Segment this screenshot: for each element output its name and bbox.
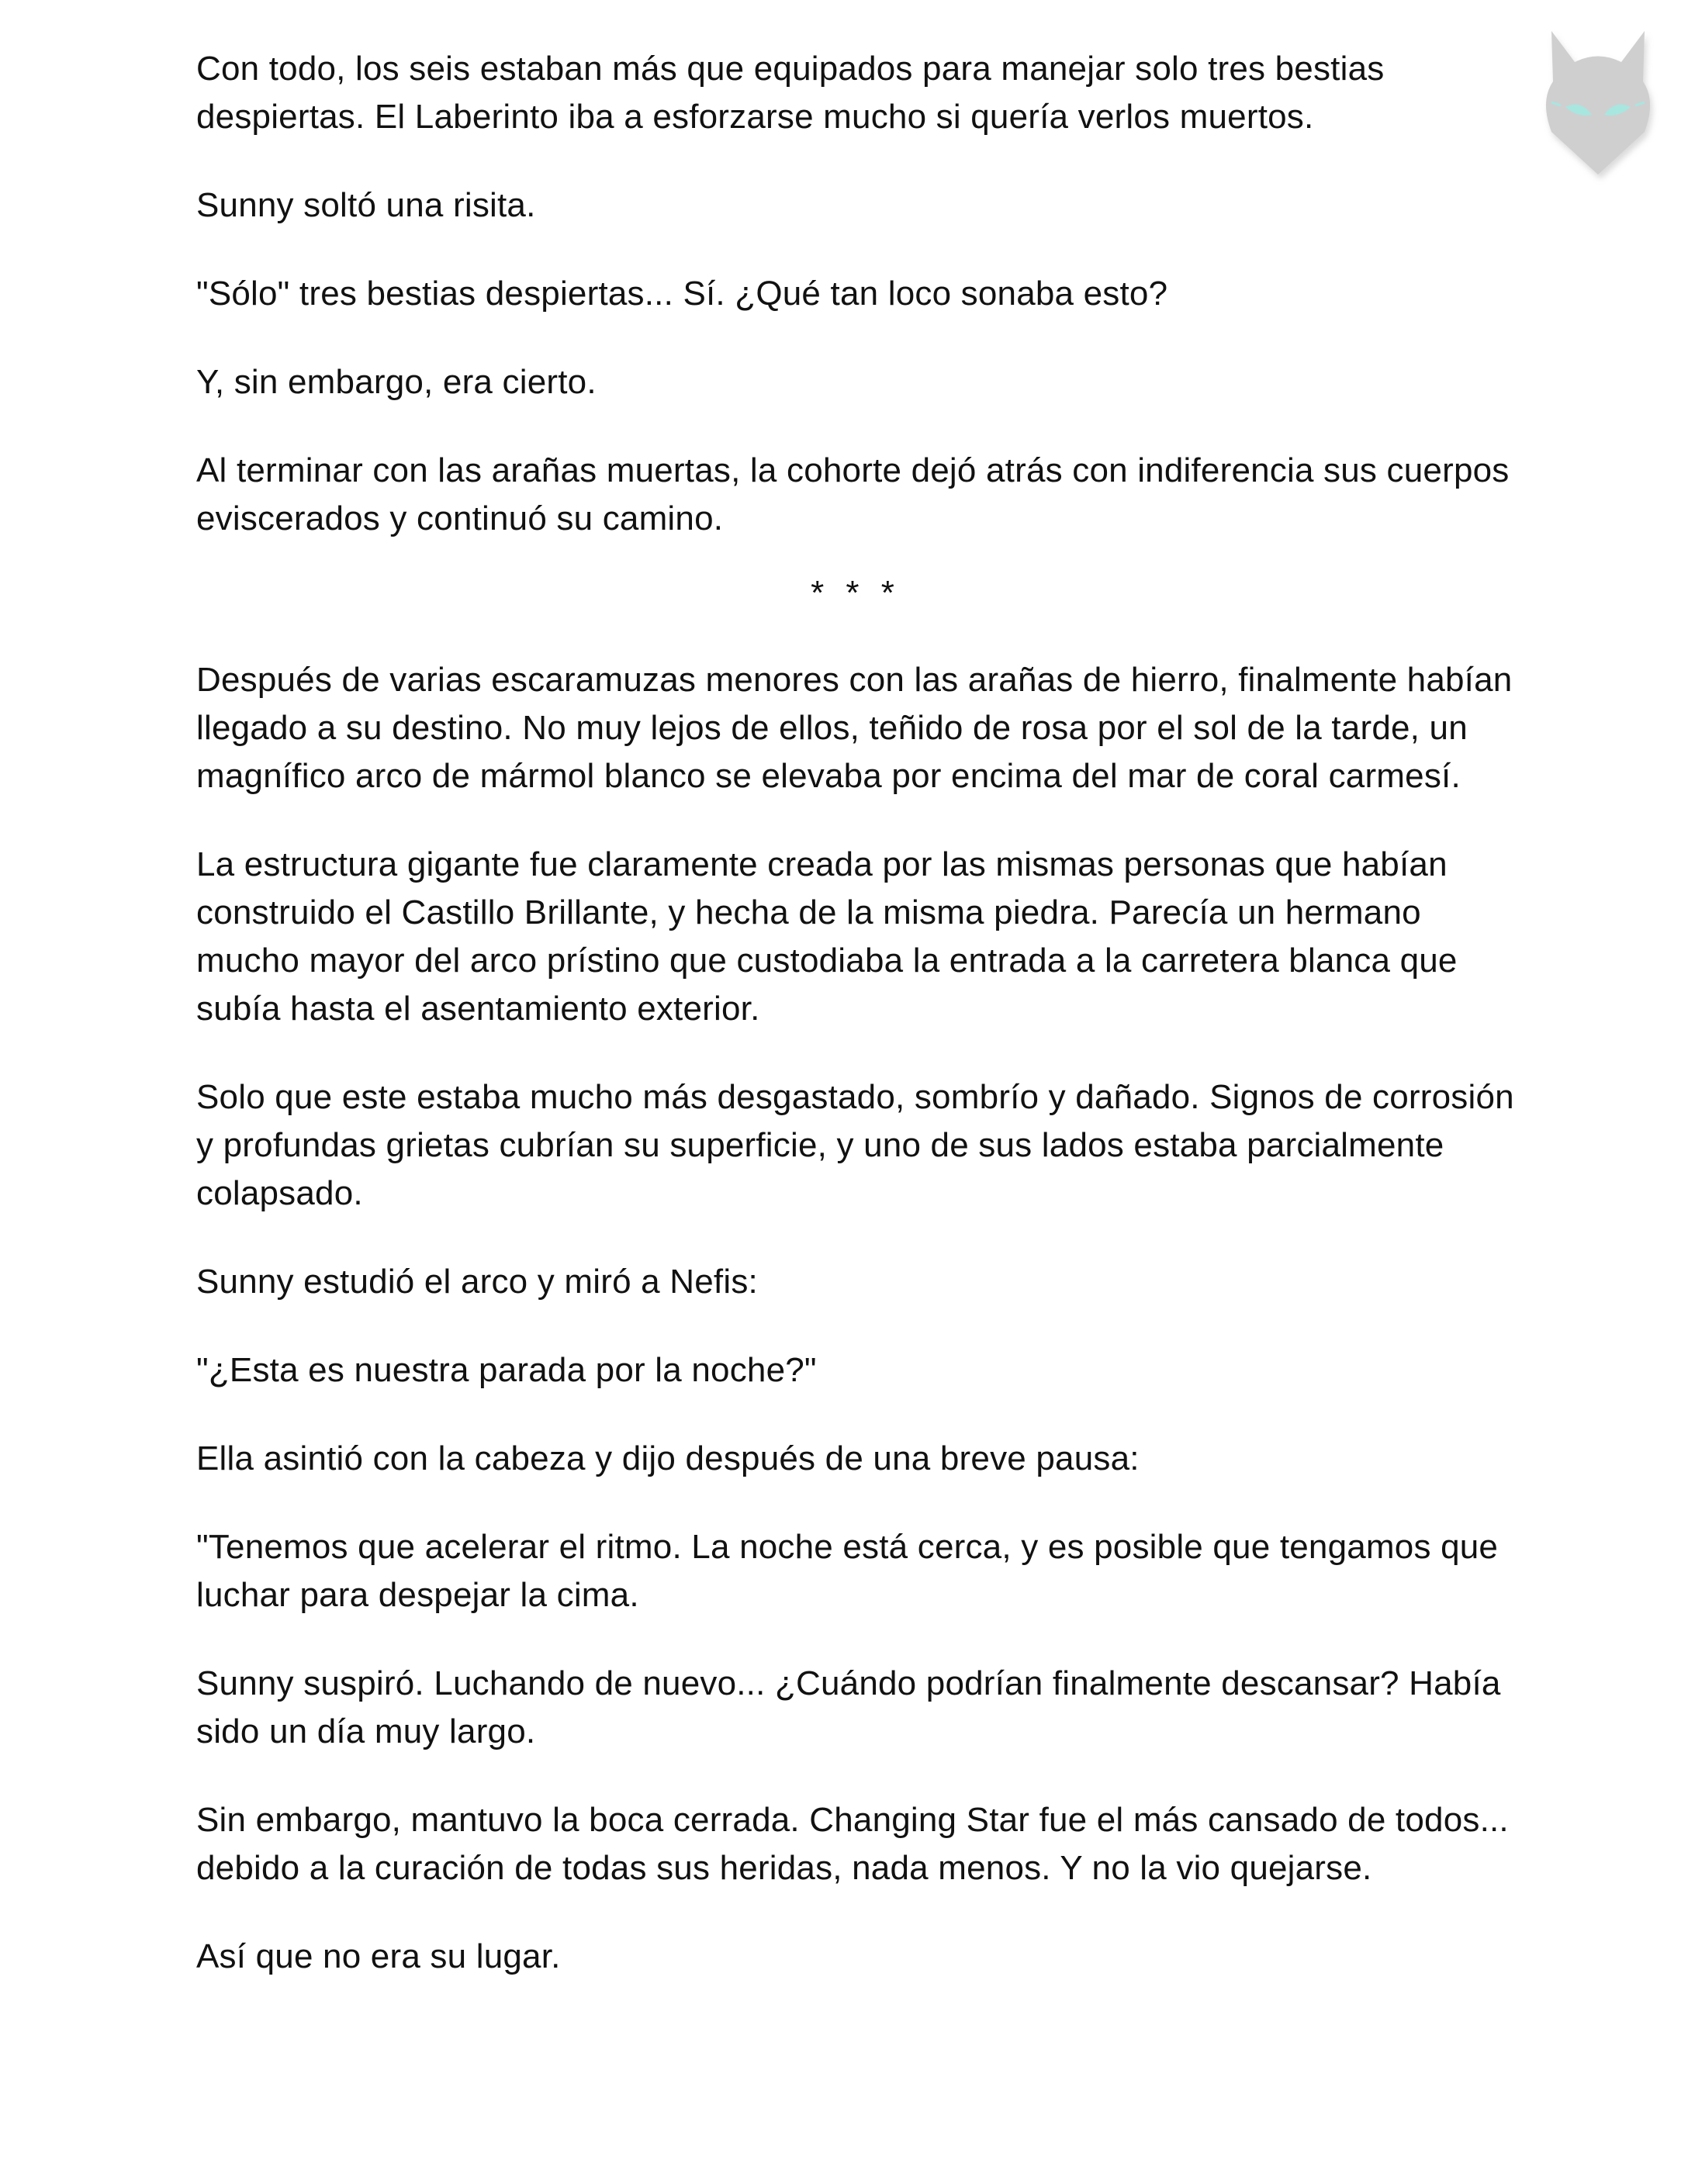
paragraph: Al terminar con las arañas muertas, la cohorte dejó atrás con indiferencia sus cuerpos eviscerados y continuó su camino. — [196, 451, 1510, 537]
paragraph: Sunny estudió el arco y miró a Nefis: — [196, 1263, 758, 1301]
document-page — [196, 45, 1515, 2021]
paragraph: Ella asintió con la cabeza y dijo después de una breve pausa: — [196, 1439, 1140, 1477]
paragraph: Sunny soltó una risita. — [196, 186, 536, 224]
paragraph: La estructura gigante fue claramente creada por las mismas personas que habían construido el Castillo Brillante, y hecha de la misma piedra. Parecía un hermano mucho mayor del arco prístino que custodiaba la entrada a la carretera blanca que subía hasta el asentamiento exterior. — [196, 845, 1458, 1028]
paragraph: "Sólo" tres bestias despiertas... Sí. ¿Qué tan loco sonaba esto? — [196, 275, 1168, 313]
demon-head-icon — [1520, 16, 1676, 186]
paragraph: Sunny suspiró. Luchando de nuevo... ¿Cuándo podrían finalmente descansar? Había sido un día muy largo. — [196, 1664, 1501, 1750]
paragraph: Así que no era su lugar. — [196, 1937, 561, 1975]
paragraph: "¿Esta es nuestra parada por la noche?" — [196, 1351, 817, 1389]
paragraph: Sin embargo, mantuvo la boca cerrada. Changing Star fue el más cansado de todos... debido a la curación de todas sus heridas, nada menos. Y no la vio quejarse. — [196, 1801, 1509, 1887]
paragraph: "Tenemos que acelerar el ritmo. La noche está cerca, y es posible que tengamos que luchar para despejar la cima. — [196, 1528, 1499, 1614]
paragraph: Solo que este estaba mucho más desgastado, sombrío y dañado. Signos de corrosión y profundas grietas cubrían su superficie, y uno de sus lados estaba parcialmente colapsado. — [196, 1078, 1514, 1212]
paragraph: Después de varias escaramuzas menores con las arañas de hierro, finalmente habían llegado a su destino. No muy lejos de ellos, teñido de rosa por el sol de la tarde, un magnífico arco de mármol blanco se elevaba por encima del mar de coral carmesí. — [196, 661, 1513, 795]
scene-break: * * * — [811, 574, 901, 612]
paragraph: Y, sin embargo, era cierto. — [196, 363, 597, 401]
paragraph: Con todo, los seis estaban más que equipados para manejar solo tres bestias despiertas. El Laberinto iba a esforzarse mucho si quería verlos muertos. — [196, 50, 1385, 136]
